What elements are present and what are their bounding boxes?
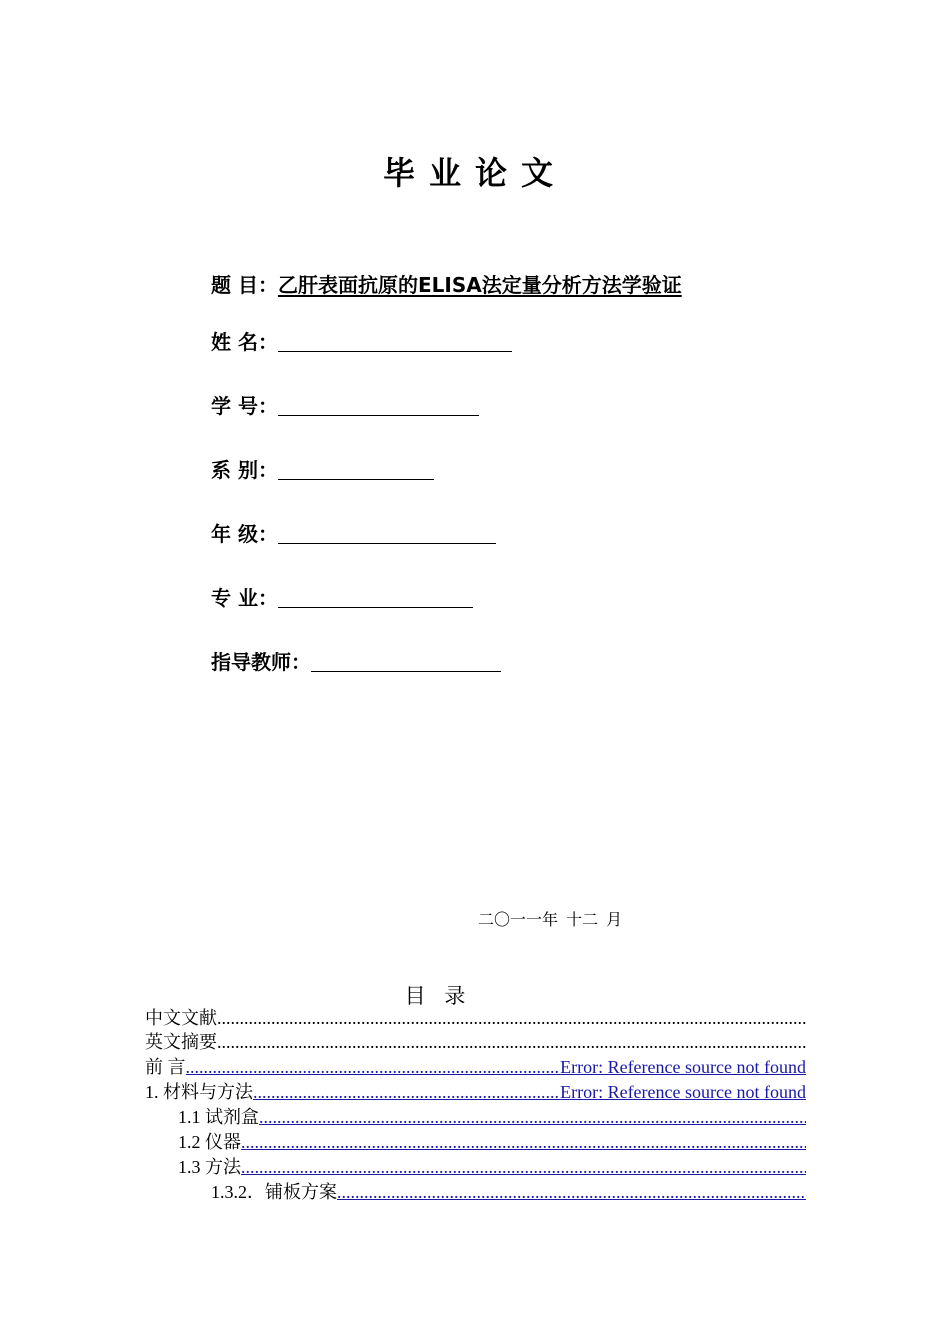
toc-leader-dots (217, 1006, 806, 1030)
toc-leader-dots (217, 1030, 806, 1054)
name-blank-line (278, 327, 512, 352)
toc-entry[interactable] (211, 1180, 806, 1204)
grade-field (211, 519, 496, 549)
toc-leader-dots (259, 1105, 806, 1129)
toc-leader-dots (241, 1155, 806, 1179)
topic-label: 题 目： (211, 273, 278, 297)
toc-entry-page[interactable]: Error: Reference source not found (560, 1057, 806, 1077)
major-field (211, 583, 473, 613)
toc-leader-dots (337, 1180, 806, 1204)
toc-entry-label: 1. 材料与方法 (145, 1082, 253, 1102)
toc-entry[interactable] (145, 1006, 806, 1030)
toc-entry-page[interactable]: Error: Reference source not found (560, 1082, 806, 1102)
toc-entry[interactable] (145, 1080, 806, 1104)
toc-entry-label: 英文摘要 (145, 1032, 217, 1052)
toc-entry[interactable] (178, 1155, 806, 1179)
toc-leader-dots (186, 1055, 561, 1079)
document-title: 毕业论文 (382, 154, 567, 192)
advisor-label: 指导教师： (211, 650, 311, 674)
name-field (211, 327, 512, 357)
department-blank-line (278, 455, 434, 480)
toc-entry-label: 1.3 方法 (178, 1157, 241, 1177)
toc-entry[interactable] (145, 1055, 806, 1079)
toc-heading: 目 录 (404, 984, 472, 1008)
student-id-label: 学 号： (211, 394, 278, 418)
submission-date: 二〇一一年 十二 月 (478, 910, 623, 929)
toc-entry-label: 前 言 (145, 1057, 186, 1077)
advisor-field (211, 647, 501, 677)
toc-entry[interactable] (145, 1030, 806, 1054)
toc-leader-dots (241, 1130, 806, 1154)
toc-entry[interactable] (178, 1130, 806, 1154)
toc-entry[interactable] (178, 1105, 806, 1129)
major-label: 专 业： (211, 586, 278, 610)
grade-blank-line (278, 519, 496, 544)
name-label: 姓 名： (211, 330, 278, 354)
department-field (211, 455, 434, 485)
department-label: 系 别： (211, 458, 278, 482)
student-id-blank-line (278, 391, 479, 416)
advisor-blank-line (311, 647, 501, 672)
topic-field (211, 270, 682, 300)
student-id-field (211, 391, 479, 421)
toc-entry-label: 1.3.2．铺板方案 (211, 1182, 337, 1202)
major-blank-line (278, 583, 473, 608)
toc-leader-dots (253, 1080, 560, 1104)
toc-entry-label: 1.2 仪器 (178, 1132, 241, 1152)
topic-value: 乙肝表面抗原的ELISA法定量分析方法学验证 (277, 273, 682, 297)
grade-label: 年 级： (211, 522, 278, 546)
toc-entry-label: 中文文献 (145, 1008, 217, 1028)
toc-entry-label: 1.1 试剂盒 (178, 1107, 259, 1127)
